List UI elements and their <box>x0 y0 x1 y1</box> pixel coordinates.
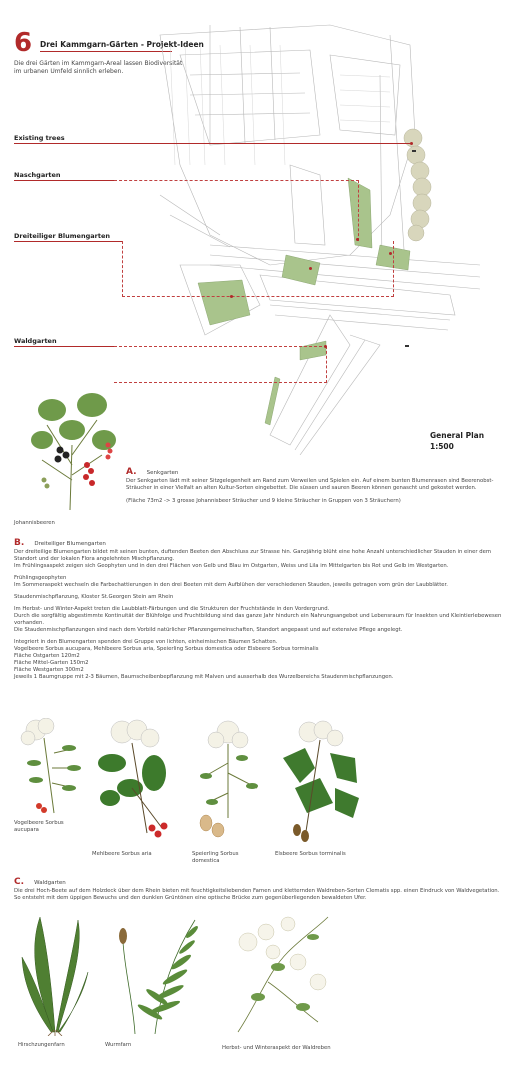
section-c-heading: Waldgarten <box>34 880 66 886</box>
section-a-heading: Senkgarten <box>146 470 179 476</box>
section-b <box>14 530 502 681</box>
label-naschgarten: Naschgarten <box>14 171 61 179</box>
plant-caption-3: Herbst- und Winteraspekt der Waldreben <box>222 1045 331 1051</box>
section-b-p5: Staudenmischpflanzung, Kloster St.Georgen Stein am Rhein <box>14 594 174 600</box>
leader-naschgarten-b <box>114 180 359 241</box>
marker-blumengarten-3 <box>389 252 392 255</box>
marker-existing-trees <box>410 142 413 145</box>
section-b-p12: Fläche Mittel-Garten 150m2 <box>14 660 89 666</box>
currant-illustration <box>22 385 118 513</box>
plant-caption-1: Hirschzungenfarn <box>18 1042 65 1048</box>
section-a-text: Der Senkgarten lädt mit seiner Sitzgelegenheit am Rand zum Verweilen und Spielen ein. Auf einem bunten Blumenrasen sind Beerenobst-Sträucher in einer Vielfalt an alten Kultur-Sorten eingebettet. Die süssen und sauren Beeren können genascht und gekostet werden. <box>126 478 494 491</box>
section-b-p6: Im Herbst- und Winter-Aspekt treten die Laubblatt-Färbungen und die Strukturen der Fruchtstände in den Vordergrund. <box>14 606 330 612</box>
label-existing-trees: Existing trees <box>14 134 65 142</box>
leader-waldgarten-b <box>114 346 327 383</box>
clematis-illustration <box>228 912 332 1036</box>
section-b-p10: Vogelbeere Sorbus aucupara, Mehlbeere Sorbus aria, Speierling Sorbus domestica oder Elsbeere Sorbus torminalis <box>14 646 319 652</box>
general-plan-label: General Plan <box>430 431 485 440</box>
section-b-p11: Fläche Ostgarten 120m2 <box>14 653 80 659</box>
section-b-heading: Dreiteiliger Blumengarten <box>34 541 106 547</box>
section-b-p13: Fläche Westgarten 300m2 <box>14 667 84 673</box>
marker-blumengarten-2 <box>309 267 312 270</box>
section-b-p3: Frühlingsgeophyten <box>14 575 67 581</box>
plant-caption-2: Wurmfarn <box>105 1042 132 1048</box>
tree-caption-2: Mehlbeere Sorbus aria <box>92 851 152 857</box>
intro-text: Die drei Gärten im Kammgarn-Areal lassen Biodiversität im urbanen Umfeld sinnlich erleben. <box>14 60 183 75</box>
section-b-p2: Im Frühlingsaspekt zeigen sich Geophyten und in den drei Flächen von Gelb und Blau im Ostgarten, Weiss und Lila im Mittelgarten bis Rot und Gelb im Westgarten. <box>14 563 449 569</box>
tree-illustration-mehlbeere <box>92 718 172 843</box>
section-c-text: Die drei Hoch-Beete auf dem Holzdeck über dem Rhein bieten mit feuchtigkeitsliebenden Farnen und kletternden Waldreben-Sorten Clematis spp. einen Eindruck von Waldvegetation. So entsteht mit dem üppigen Bewuchs und den dunklen Grüntönen eine optische Brücke zum gegenüberliegenden bewaldeten Ufer. <box>14 888 500 901</box>
fern-illustration-hirschzunge <box>18 912 92 1036</box>
section-b-p4: Im Sommeraspekt wechseln die Farbschattierungen in den drei Beeten mit dem Aufblühen der verschiedenen Stauden, jeweils getragen vom grün der Laubblätter. <box>14 582 448 588</box>
caption-johannisbeeren: Johannisbeeren <box>14 520 55 526</box>
section-b-letter: B. <box>14 538 25 548</box>
leader-waldgarten-a <box>14 346 114 347</box>
tree-illustration-vogelbeere <box>14 718 86 818</box>
tree-caption-1: Vogelbeere Sorbus aucupara <box>14 820 64 833</box>
tree-illustration-speierling <box>192 718 268 848</box>
section-number: 6 <box>14 28 33 58</box>
marker-blumengarten-1 <box>230 295 233 298</box>
section-c <box>14 869 502 902</box>
section-b-p14: Jeweils 1 Baumgruppe mit 2-3 Bäumen, Baumscheibenbepflanzung mit Malven und ausserhalb des Wurzelbereichs Staudenmischpflanzungen. <box>14 674 394 680</box>
section-b-p1: Der dreiteilige Blumengarten bildet mit seinen bunten, duftenden Beeten den Abschluss zur Strasse hin. Ganzjährig blüht eine hohe Anzahl unterschiedlicher Stauden in einer dem Standort und der lokalen Flora angelehnten Mischpflanzung. <box>14 549 492 562</box>
leader-blumengarten-b <box>122 241 394 297</box>
tree-illustration-elsbeere <box>275 718 363 846</box>
section-a-letter: A. <box>126 467 137 477</box>
label-blumengarten: Dreiteiliger Blumengarten <box>14 232 110 240</box>
general-plan-title <box>430 430 484 452</box>
leader-naschgarten-a <box>14 180 114 181</box>
section-c-letter: C. <box>14 877 25 887</box>
section-a <box>126 459 501 505</box>
leader-blumengarten-a <box>14 241 122 242</box>
leader-existing-trees <box>14 143 412 144</box>
section-b-p9: Integriert in den Blumengarten spenden drei Gruppe von lichten, einheimischen Bäumen Schatten. <box>14 639 278 645</box>
page-title: Drei Kammgarn-Gärten - Projekt-Ideen <box>40 40 204 49</box>
fern-illustration-wurmfarn <box>105 912 205 1036</box>
section-b-p7: Durch die sorgfältig abgestimmte Kontinuität der Blühfolge und Fruchtbildung sind das ganze Jahr hindurch ein Nahrungsangebot und Lebensraum für Insekten und Kleintierlebewesen vorhanden. <box>14 613 502 626</box>
tree-caption-3: Speierling Sorbus domestica <box>192 851 239 864</box>
section-a-note: (Fläche 73m2 -> 3 grosse Johannisbeer Sträucher und 9 kleine Sträucher in Gruppen von 3 Sträuchern) <box>126 498 401 504</box>
section-b-p8: Die Staudenmischpflanzungen sind nach dem Vorbild natürlicher Pflanzengemeinschaften, Standort angepasst und auf extensive Pflege angelegt. <box>14 627 403 633</box>
marker-waldgarten <box>324 345 327 348</box>
tree-caption-4: Elsbeere Sorbus torminalis <box>275 851 346 857</box>
label-waldgarten: Waldgarten <box>14 337 57 345</box>
plan-scale: 1:500 <box>430 442 454 451</box>
